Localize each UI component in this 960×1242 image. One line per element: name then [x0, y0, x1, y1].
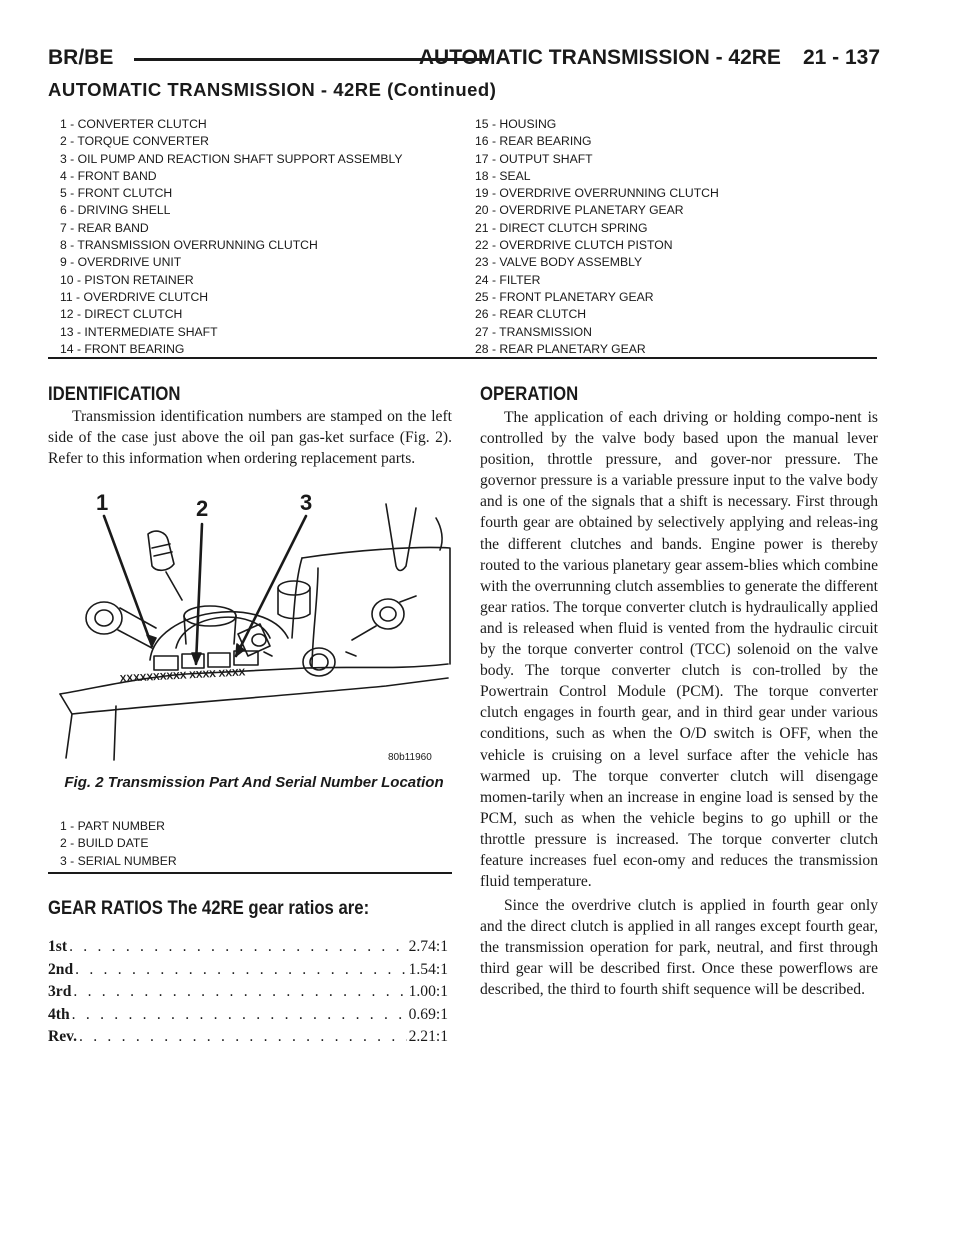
legend-item: 5 - FRONT CLUTCH [60, 186, 173, 201]
legend-item: 1 - PART NUMBER [60, 819, 165, 833]
gear-ratios-heading: GEAR RATIOS The 42RE gear ratios are: [48, 898, 370, 919]
page-header [48, 46, 880, 76]
legend-item: 28 - REAR PLANETARY GEAR [475, 341, 646, 356]
legend-item: 24 - FILTER [475, 272, 541, 287]
callout-2: 2 [196, 496, 209, 521]
legend-item: 17 - OUTPUT SHAFT [475, 151, 593, 166]
legend-item: 19 - OVERDRIVE OVERRUNNING CLUTCH [475, 186, 719, 201]
legend-divider [48, 357, 877, 359]
pan-gasket-edge [60, 664, 448, 694]
figure-divider [48, 872, 452, 874]
operation-paragraph-1: The application of each driving or holding compo-nent is controlled by the valve body based upon the manual lever position, throttle pressure, and gover-nor pressure. The governor pressure is a variable pressure input to the valve body and is one of the signals that a shift is necessary. First through fourth gear are obtained by selectively applying and releas-ing the different clutches and bands. Engine power is thereby routed to the various planetary gear assem-blies which combine with the overrunning clutch assemblies to generate the different gear ratios. The torque converter clutch is hydraulically applied and is released when fluid is vented from the hydraulic circuit by the torque converter control (TCC) solenoid on the valve body. The torque converter clutch is con-trolled by the Powertrain Control Module (PCM). The torque converter clutch engages in fourth gear, and in third gear under various conditions, such as when the O/D switch is OFF, when the vehicle is cruising on a level surface after the vehicle has warmed up. The torque converter clutch will disengage momen-tarily when an increase in engine load is sensed by the PCM, such as when the vehicle begins to go uphill or the throttle pressure is increased. The torque converter clutch feature increases fuel econ-omy and reduces the transmission fluid temperature. [480, 409, 878, 891]
legend-item: 8 - TRANSMISSION OVERRUNNING CLUTCH [60, 238, 318, 253]
legend-item: 7 - REAR BAND [60, 220, 149, 235]
legend-item: 25 - FRONT PLANETARY GEAR [475, 289, 654, 304]
table-row [48, 938, 448, 961]
component-legend-right [475, 116, 719, 358]
gear-label: 2nd [48, 960, 74, 978]
operation-heading: OPERATION [480, 384, 579, 405]
gear-ratio-table [48, 938, 448, 1051]
legend-item: 21 - DIRECT CLUTCH SPRING [475, 220, 648, 235]
legend-item: 18 - SEAL [475, 168, 531, 183]
header-model: BR/BE [48, 46, 114, 69]
table-row [48, 1028, 448, 1051]
legend-item: 10 - PISTON RETAINER [60, 272, 194, 287]
legend-item: 16 - REAR BEARING [475, 134, 592, 149]
gear-label: 4th [48, 1005, 70, 1023]
identification-heading: IDENTIFICATION [48, 384, 181, 405]
dot-leader [75, 961, 406, 979]
dot-leader [73, 983, 406, 1001]
header-section [419, 46, 880, 70]
gear-ratio-value: 0.69:1 [408, 1005, 448, 1023]
legend-item: 1 - CONVERTER CLUTCH [60, 117, 207, 131]
figure-caption: Fig. 2 Transmission Part And Serial Number Location [64, 774, 444, 791]
callout-1: 1 [96, 490, 109, 515]
legend-item: 20 - OVERDRIVE PLANETARY GEAR [475, 203, 684, 218]
dot-leader [79, 1028, 407, 1046]
legend-item: 9 - OVERDRIVE UNIT [60, 255, 182, 270]
legend-item: 15 - HOUSING [475, 117, 557, 131]
gear-label: 1st [48, 938, 68, 955]
header-section-title: AUTOMATIC TRANSMISSION - 42RE [418, 46, 781, 69]
legend-item: 22 - OVERDRIVE CLUTCH PISTON [475, 238, 673, 253]
dot-leader [72, 1006, 407, 1024]
gear-label: 3rd [48, 983, 72, 1000]
legend-item: 11 - OVERDRIVE CLUTCH [60, 289, 209, 304]
table-row [48, 983, 448, 1006]
gear-label: Rev. [48, 1028, 78, 1045]
legend-item: 3 - SERIAL NUMBER [60, 853, 177, 868]
legend-item: 2 - TORQUE CONVERTER [60, 134, 209, 149]
legend-item: 26 - REAR CLUTCH [475, 307, 587, 322]
gear-ratio-value: 2.74:1 [408, 938, 448, 955]
legend-item: 3 - OIL PUMP AND REACTION SHAFT SUPPORT ASSEMBLY [60, 151, 403, 166]
gear-ratio-value: 1.00:1 [408, 983, 448, 1000]
callout-3: 3 [300, 490, 313, 515]
section-subtitle: AUTOMATIC TRANSMISSION - 42RE (Continued) [48, 79, 497, 100]
serial-stamp: XXXXXXXXXX XXXX XXXX [119, 667, 246, 685]
figure-code: 80b11960 [388, 752, 432, 763]
legend-item: 14 - FRONT BEARING [60, 341, 185, 356]
identification-text: Transmission identification numbers are stamped on the left side of the case just above the oil pan gas-ket surface (Fig. 2). Refer to this information when ordering replacement parts. [48, 408, 452, 468]
dot-leader [69, 938, 407, 956]
table-row [48, 961, 448, 984]
legend-item: 4 - FRONT BAND [60, 168, 157, 183]
gear-ratio-value: 1.54:1 [408, 960, 448, 978]
gear-ratio-value: 2.21:1 [408, 1028, 448, 1045]
page-number: 21 - 137 [802, 46, 880, 69]
legend-item: 27 - TRANSMISSION [475, 324, 592, 339]
figure-legend [60, 818, 177, 870]
legend-item: 2 - BUILD DATE [60, 836, 149, 851]
component-legend-left [60, 116, 402, 358]
legend-item: 12 - DIRECT CLUTCH [60, 307, 183, 322]
operation-paragraph-2: Since the overdrive clutch is applied in fourth gear only and the direct clutch is applied in all ranges except fourth gear, the transmission operation for park, neutral, and first through third gear will be described first. Once these powerflows are described, the third to fourth shift sequence will be described. [480, 897, 878, 999]
legend-item: 13 - INTERMEDIATE SHAFT [60, 324, 218, 339]
transmission-figure [56, 488, 452, 772]
legend-item: 23 - VALVE BODY ASSEMBLY [475, 255, 643, 270]
table-row [48, 1006, 448, 1029]
legend-item: 6 - DRIVING SHELL [60, 203, 171, 218]
